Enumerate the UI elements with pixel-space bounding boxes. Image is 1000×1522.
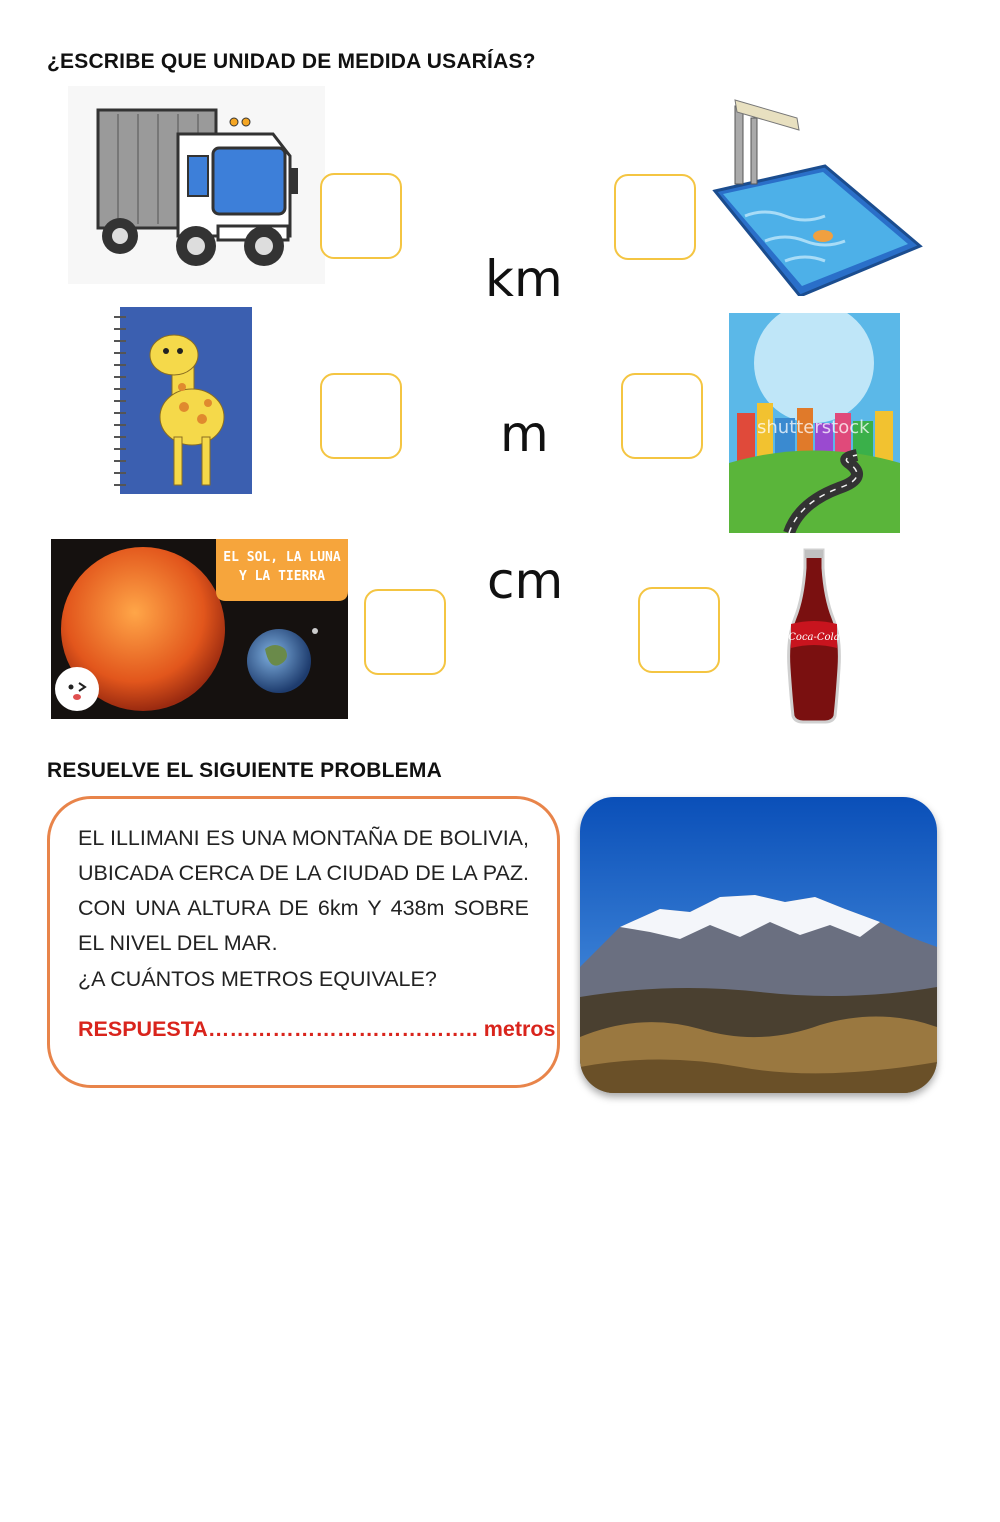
answer-box-sun[interactable] xyxy=(364,589,446,675)
section-title-units: ¿ESCRIBE QUE UNIDAD DE MEDIDA USARÍAS? xyxy=(47,50,536,73)
unit-m[interactable]: m xyxy=(500,405,549,463)
answer-box-notebook[interactable] xyxy=(320,373,402,459)
answer-box-pool[interactable] xyxy=(614,174,696,260)
problem-question: ¿A CUÁNTOS METROS EQUIVALE? xyxy=(78,967,437,991)
mountain-image xyxy=(580,797,937,1093)
answer-box-bottle[interactable] xyxy=(638,587,720,673)
city-road-image xyxy=(729,313,900,533)
bottle-image xyxy=(783,548,845,724)
watermark-text: shutterstock xyxy=(757,417,870,438)
problem-box xyxy=(47,796,560,1088)
bottle-logo-text: Coca-Cola xyxy=(788,632,840,643)
section-title-problem: RESUELVE EL SIGUIENTE PROBLEMA xyxy=(47,759,442,782)
unit-km[interactable]: km xyxy=(485,250,563,308)
sun-earth-image xyxy=(51,539,348,719)
answer-box-city[interactable] xyxy=(621,373,703,459)
sun-card-label-line2: Y LA TIERRA xyxy=(238,569,326,584)
sun-card-label-line1: EL SOL, LA LUNA xyxy=(223,550,341,565)
truck-image xyxy=(68,86,325,284)
answer-line[interactable]: RESPUESTA……………………………….. metros xyxy=(78,1017,556,1041)
swimming-pool-image xyxy=(705,96,923,296)
unit-cm[interactable]: cm xyxy=(487,552,564,610)
problem-text: EL ILLIMANI ES UNA MONTAÑA DE BOLIVIA, UBICADA CERCA DE LA CIUDAD DE LA PAZ. CON UNA ALTURA DE 6km Y 438m SOBRE EL NIVEL DEL MAR. xyxy=(78,826,529,955)
answer-box-truck[interactable] xyxy=(320,173,402,259)
notebook-image xyxy=(112,307,252,494)
